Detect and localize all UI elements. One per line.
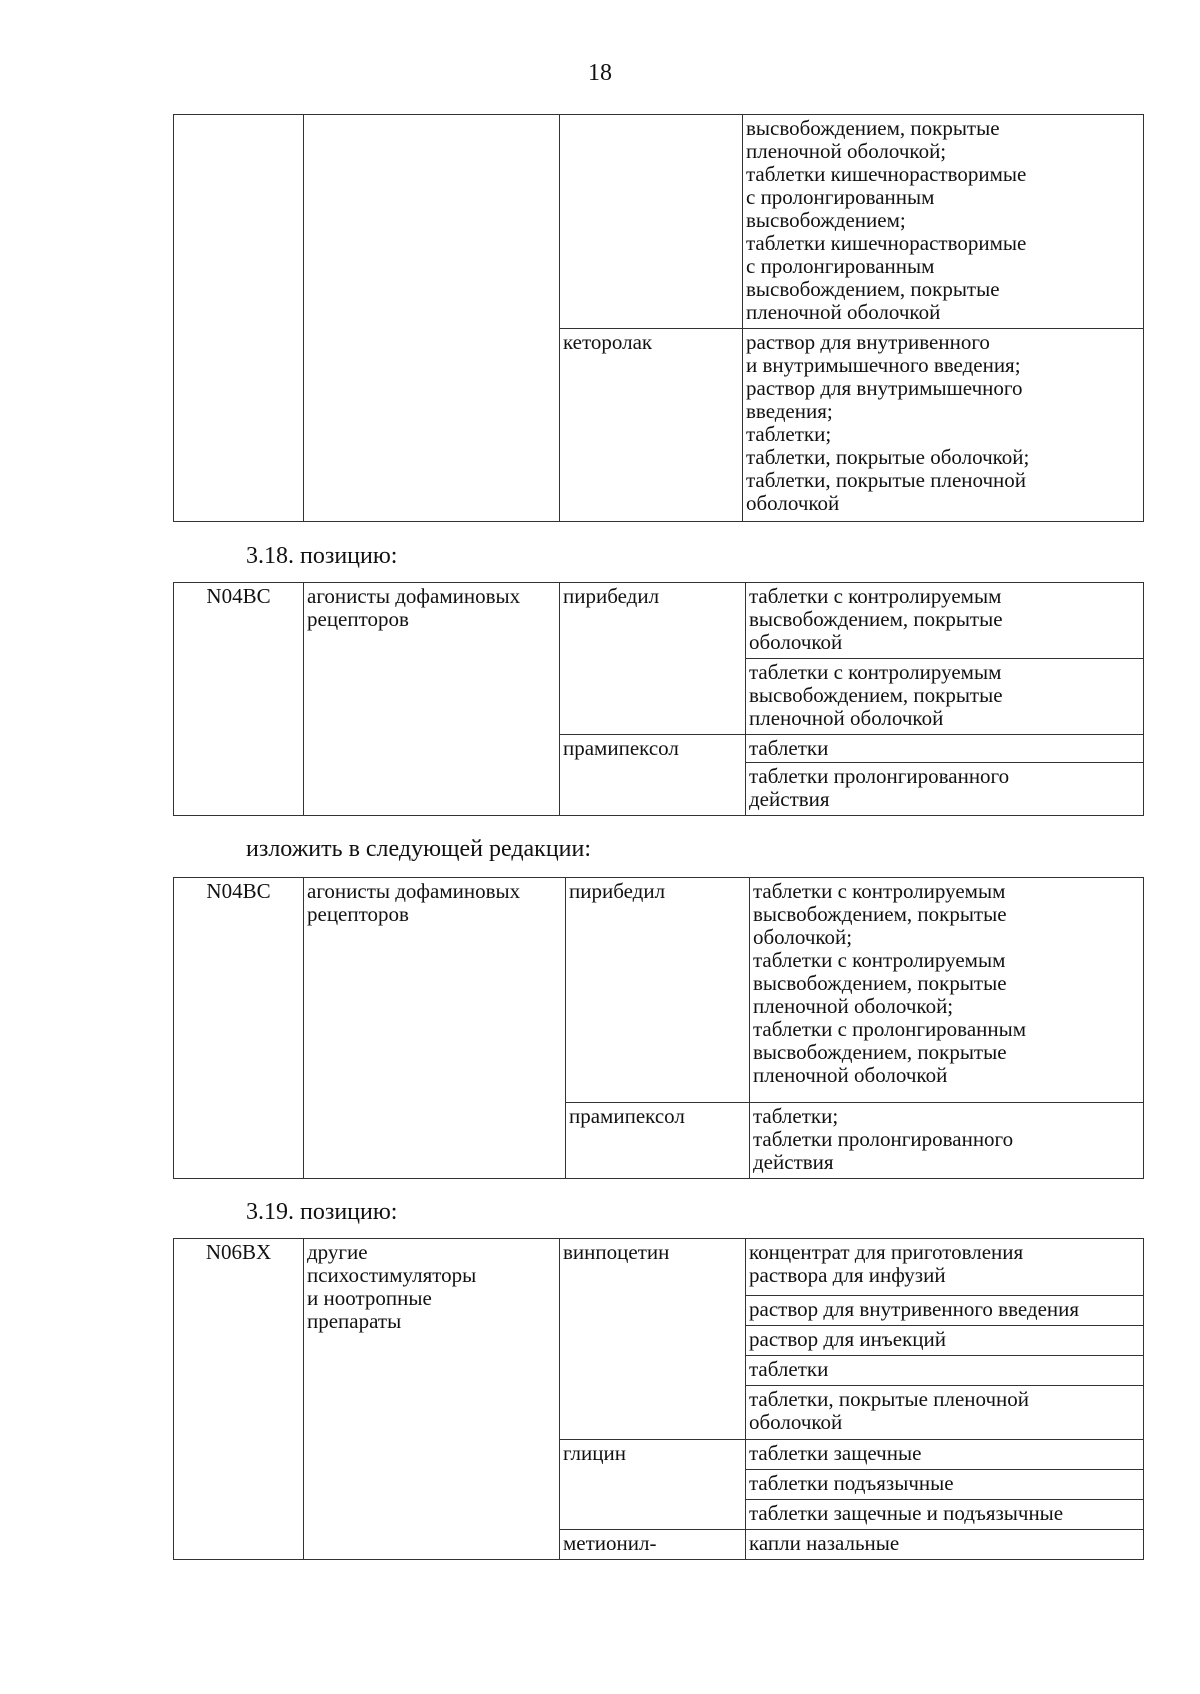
- table-3-19: [173, 1238, 1144, 1560]
- dosage-forms-cell: раствор для внутривенного и внутримышечного введения; раствор для внутримышечного введения; таблетки; таблетки, покрытые оболочкой; таблетки, покрытые пленочной оболочкой: [743, 329, 1144, 522]
- dosage-forms-cell: раствор для внутривенного введения: [746, 1296, 1144, 1326]
- drug-name-cell: пирибедил: [566, 878, 750, 1103]
- drug-name-cell: винпоцетин: [560, 1239, 746, 1440]
- dosage-forms-cell: таблетки подъязычные: [746, 1470, 1144, 1500]
- table-3-18-new: [173, 877, 1144, 1179]
- group-cell: другие психостимуляторы и ноотропные препараты: [304, 1239, 560, 1560]
- section-heading-3-19: 3.19. позицию:: [246, 1199, 398, 1225]
- dosage-forms-cell: таблетки пролонгированного действия: [746, 763, 1144, 816]
- atc-code-cell: [174, 115, 304, 522]
- section-heading-3-18: 3.18. позицию:: [246, 543, 398, 569]
- drug-name-cell: [560, 115, 743, 329]
- dosage-forms-cell: таблетки; таблетки пролонгированного действия: [750, 1103, 1144, 1179]
- edit-instruction-heading: изложить в следующей редакции:: [246, 836, 592, 862]
- atc-code-cell: N04BC: [174, 583, 304, 816]
- table-row: [174, 583, 1144, 659]
- drug-name-cell: кеторолак: [560, 329, 743, 522]
- dosage-forms-cell: таблетки защечные: [746, 1440, 1144, 1470]
- dosage-forms-cell: концентрат для приготовления раствора для инфузий: [746, 1239, 1144, 1296]
- dosage-forms-cell: высвобождением, покрытые пленочной оболочкой; таблетки кишечнорастворимые с пролонгированным высвобождением; таблетки кишечнорастворимые с пролонгированным высвобождением, покрытые пленочной оболочкой: [743, 115, 1144, 329]
- dosage-forms-cell: таблетки с контролируемым высвобождением, покрытые оболочкой: [746, 583, 1144, 659]
- drug-name-cell: глицин: [560, 1440, 746, 1530]
- drug-name-cell: прамипексол: [566, 1103, 750, 1179]
- dosage-forms-cell: раствор для инъекций: [746, 1326, 1144, 1356]
- atc-code-cell: N04BC: [174, 878, 304, 1179]
- dosage-forms-cell: таблетки с контролируемым высвобождением, покрытые оболочкой; таблетки с контролируемым высвобождением, покрытые пленочной оболочкой; таблетки с пролонгированным высвобождением, покрытые пленочной оболочкой: [750, 878, 1144, 1103]
- dosage-forms-cell: таблетки: [746, 1356, 1144, 1386]
- drug-name-cell: пирибедил: [560, 583, 746, 735]
- dosage-forms-cell: таблетки с контролируемым высвобождением, покрытые пленочной оболочкой: [746, 659, 1144, 735]
- page-number: 18: [588, 60, 612, 86]
- dosage-forms-cell: таблетки: [746, 735, 1144, 763]
- atc-code-cell: N06BX: [174, 1239, 304, 1560]
- drug-name-cell: метионил-: [560, 1530, 746, 1560]
- dosage-forms-cell: таблетки, покрытые пленочной оболочкой: [746, 1386, 1144, 1440]
- table-row: [174, 115, 1144, 329]
- table-row: [174, 878, 1144, 1103]
- group-cell: [304, 115, 560, 522]
- dosage-forms-cell: капли назальные: [746, 1530, 1144, 1560]
- table-row: [174, 1239, 1144, 1296]
- dosage-forms-cell: таблетки защечные и подъязычные: [746, 1500, 1144, 1530]
- table-continuation: [173, 114, 1144, 522]
- group-cell: агонисты дофаминовых рецепторов: [304, 878, 566, 1179]
- table-3-18-old: [173, 582, 1144, 816]
- group-cell: агонисты дофаминовых рецепторов: [304, 583, 560, 816]
- drug-name-cell: прамипексол: [560, 735, 746, 816]
